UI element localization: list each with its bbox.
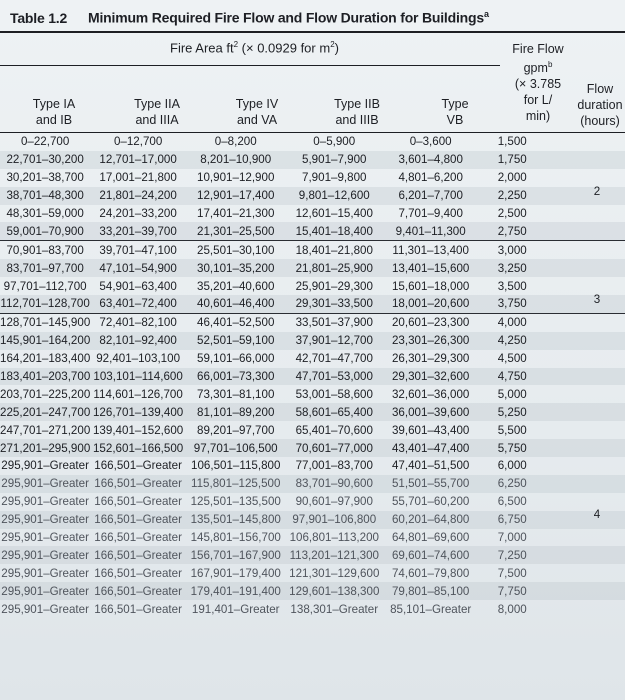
area-range-cell: 74,601–79,800 [391, 566, 470, 580]
area-range-cell: 37,901–12,700 [285, 332, 383, 350]
fire-flow-cell: 1,750 [478, 151, 546, 169]
col-header-type-iia: Type IIA and IIIA [134, 97, 180, 127]
duration-cell [546, 600, 625, 618]
duration-cell [546, 403, 625, 421]
table-row [0, 187, 625, 205]
area-range-cell: 13,401–15,600 [383, 259, 478, 277]
area-range-cell: 295,901–Greater [0, 511, 90, 529]
fire-flow-cell: 5,750 [478, 439, 546, 457]
fire-flow-cell: 4,000 [478, 313, 546, 331]
area-range-cell: 21,801–25,900 [285, 259, 383, 277]
area-range-cell: 90,601–97,900 [295, 495, 373, 509]
duration-cell [546, 582, 625, 600]
fire-flow-cell: 6,250 [478, 475, 546, 493]
fire-flow-cell: 2,500 [497, 207, 527, 220]
area-range-cell: 203,701–225,200 [0, 387, 91, 401]
area-range-cell: 156,701–167,900 [186, 546, 286, 564]
area-range-cell: 0–3,600 [409, 135, 452, 149]
area-range-cell: 97,901–106,800 [285, 511, 383, 529]
table-row [0, 241, 625, 259]
area-range-cell: 47,101–54,900 [90, 259, 186, 277]
table-row [0, 205, 625, 223]
duration-cell [546, 313, 625, 331]
table-row [0, 511, 625, 529]
table-row [0, 403, 625, 421]
area-range-cell: 225,201–247,700 [0, 403, 90, 421]
area-range-cell: 83,701–90,600 [285, 475, 383, 493]
area-range-cell: 15,401–18,400 [285, 222, 383, 240]
fire-flow-cell: 5,250 [478, 403, 546, 421]
area-range-cell: 12,601–15,400 [295, 207, 373, 220]
area-range-cell: 135,501–145,800 [186, 511, 286, 529]
area-range-cell: 48,301–59,000 [6, 207, 84, 220]
duration-cell [546, 564, 625, 582]
area-range-cell: 39,601–43,400 [391, 423, 470, 437]
area-range-cell: 115,801–125,500 [186, 475, 286, 493]
table-row [0, 350, 625, 368]
area-range-cell: 21,301–25,500 [186, 222, 286, 240]
table-row [0, 277, 625, 295]
area-range-cell: 25,501–30,100 [186, 241, 286, 259]
area-range-cell: 145,801–156,700 [190, 531, 281, 545]
area-range-cell: 129,601–138,300 [285, 582, 383, 600]
fire-flow-cell: 8,000 [497, 602, 527, 616]
area-range-cell: 33,201–39,700 [90, 222, 186, 240]
table-row [0, 368, 625, 386]
fire-flow-cell: 5,000 [497, 387, 527, 401]
duration-cell [546, 457, 625, 475]
area-range-cell: 295,901–Greater [1, 566, 89, 580]
area-range-cell: 166,501–Greater [90, 546, 186, 564]
area-range-cell: 191,401–Greater [191, 602, 280, 616]
fire-area-header [170, 40, 339, 55]
area-range-cell: 7,901–9,800 [302, 171, 367, 185]
area-range-cell: 167,901–179,400 [190, 566, 281, 580]
area-range-cell: 295,901–Greater [0, 475, 90, 493]
top-rule [0, 31, 625, 33]
area-range-cell: 166,501–Greater [94, 531, 182, 545]
duration-cell [546, 475, 625, 493]
area-range-cell: 145,901–164,200 [0, 332, 90, 350]
area-range-cell: 29,301–32,600 [383, 368, 478, 386]
fire-area-conv-sup: 2 [330, 40, 335, 49]
area-range-cell: 83,701–97,700 [0, 259, 90, 277]
area-range-cell: 113,201–121,300 [285, 546, 383, 564]
fire-flow-cell: 3,500 [497, 279, 527, 293]
fire-area-sup: 2 [233, 40, 239, 49]
duration-cell [546, 259, 625, 277]
area-range-cell: 295,901–Greater [1, 459, 89, 473]
area-range-cell: 64,801–69,600 [391, 531, 470, 545]
area-range-cell: 9,401–11,300 [383, 222, 478, 240]
duration-cell [546, 169, 625, 187]
fire-flow-cell: 4,250 [478, 332, 546, 350]
table-row [0, 600, 625, 618]
area-range-cell: 128,701–145,900 [0, 313, 90, 331]
area-range-cell: 9,801–12,600 [285, 187, 383, 205]
fire-flow-cell: 3,000 [478, 241, 546, 259]
area-range-cell: 295,901–Greater [1, 602, 89, 616]
col-header-fire-flow: Fire Flow gpm$^b$ (× 3.785 for L/ min) [512, 42, 564, 124]
area-range-cell: 5,901–7,900 [285, 151, 383, 169]
table-row [0, 529, 625, 547]
area-range-cell: 166,501–Greater [94, 495, 182, 509]
area-range-cell: 18,401–21,800 [285, 241, 383, 259]
table-row [0, 582, 625, 600]
fire-flow-cell: 6,000 [497, 459, 527, 473]
area-range-cell: 42,701–47,700 [295, 352, 373, 366]
area-range-cell: 35,201–40,600 [197, 279, 275, 293]
area-range-cell: 70,601–77,000 [285, 439, 383, 457]
area-range-cell: 295,901–Greater [1, 531, 89, 545]
area-range-cell: 139,401–152,600 [92, 423, 184, 437]
duration-cell [546, 205, 625, 223]
area-range-cell: 17,001–21,800 [99, 171, 177, 185]
area-range-cell: 183,401–203,700 [0, 368, 90, 386]
fire-flow-cell: 4,500 [497, 352, 527, 366]
area-range-cell: 30,201–38,700 [6, 171, 84, 185]
duration-2-hours: 2 [593, 185, 601, 198]
area-range-cell: 138,301–Greater [290, 602, 379, 616]
title-footnote-mark: a [483, 9, 489, 19]
area-range-cell: 152,601–166,500 [90, 439, 186, 457]
table-title-text: Minimum Required Fire Flow and Flow Duration for Buildings [88, 9, 484, 26]
area-range-cell: 47,401–51,500 [391, 459, 470, 473]
area-range-cell: 295,901–Greater [1, 495, 89, 509]
area-range-cell: 23,301–26,300 [383, 332, 478, 350]
area-range-cell: 29,301–33,500 [285, 295, 383, 313]
duration-cell [546, 421, 625, 439]
area-range-cell: 97,701–106,500 [186, 439, 286, 457]
area-range-cell: 58,601–65,400 [285, 403, 383, 421]
col-header-type-iv: Type IV and VA [235, 97, 279, 127]
area-range-cell: 81,101–89,200 [186, 403, 286, 421]
area-range-cell: 85,101–Greater [390, 602, 472, 616]
area-range-cell: 36,001–39,600 [383, 403, 478, 421]
area-range-cell: 70,901–83,700 [0, 241, 90, 259]
table-row [0, 385, 625, 403]
col-header-type-ia: Type IA and IB [32, 97, 76, 127]
area-range-cell: 30,101–35,200 [186, 259, 286, 277]
table-row [0, 457, 625, 475]
table-row [0, 439, 625, 457]
area-range-cell: 24,201–33,200 [99, 207, 177, 220]
duration-cell [546, 529, 625, 547]
area-range-cell: 82,101–92,400 [90, 332, 186, 350]
fire-area-conversion: (× 0.0929 for m [241, 40, 331, 56]
table-row [0, 151, 625, 169]
area-range-cell: 126,701–139,400 [90, 403, 186, 421]
fire-flow-cell: 2,750 [478, 222, 546, 240]
area-range-cell: 11,301–13,400 [383, 241, 478, 259]
area-range-cell: 20,601–23,300 [383, 313, 478, 331]
area-range-cell: 17,401–21,300 [197, 207, 275, 220]
area-range-cell: 0–8,200 [214, 135, 257, 149]
table-title [10, 9, 615, 31]
fire-flow-cell: 4,750 [478, 368, 546, 386]
area-range-cell: 46,401–52,500 [186, 313, 286, 331]
fire-flow-cell: 6,750 [478, 511, 546, 529]
area-range-cell: 12,701–17,000 [90, 151, 186, 169]
fire-area-close: ) [334, 40, 339, 56]
area-range-cell: 0–12,700 [113, 135, 163, 149]
area-range-cell: 15,601–18,000 [391, 279, 470, 293]
table-number: Table 1.2 [10, 9, 68, 26]
area-range-cell: 40,601–46,400 [186, 295, 286, 313]
duration-cell [546, 368, 625, 386]
area-range-cell: 103,101–114,600 [90, 368, 186, 386]
area-range-cell: 121,301–129,600 [289, 566, 380, 580]
fire-flow-table [0, 133, 625, 618]
fire-flow-cell: 3,250 [478, 259, 546, 277]
fire-area-rule [0, 65, 500, 66]
area-range-cell: 179,401–191,400 [186, 582, 286, 600]
area-range-cell: 53,001–58,600 [295, 387, 373, 401]
duration-cell [546, 385, 625, 403]
table-row [0, 169, 625, 187]
duration-cell [546, 133, 625, 151]
fire-flow-cell: 2,250 [478, 187, 546, 205]
fire-flow-cell: 3,750 [478, 295, 546, 313]
area-range-cell: 38,701–48,300 [0, 187, 90, 205]
table-body [0, 133, 625, 618]
table-row [0, 313, 625, 331]
area-range-cell: 112,701–128,700 [0, 295, 90, 313]
area-range-cell: 295,901–Greater [0, 582, 90, 600]
area-range-cell: 125,501–135,500 [190, 495, 281, 509]
area-range-cell: 166,501–Greater [90, 582, 186, 600]
fire-flow-cell: 1,500 [497, 135, 527, 149]
area-range-cell: 97,701–112,700 [3, 279, 87, 293]
table-row [0, 332, 625, 350]
area-range-cell: 271,201–295,900 [0, 439, 90, 457]
duration-3-hours: 3 [593, 293, 601, 306]
table-row [0, 493, 625, 511]
area-range-cell: 55,701–60,200 [391, 495, 470, 509]
area-range-cell: 114,601–126,700 [93, 387, 183, 401]
area-range-cell: 7,701–9,400 [398, 207, 463, 220]
table-row [0, 295, 625, 313]
area-range-cell: 22,701–30,200 [0, 151, 90, 169]
area-range-cell: 10,901–12,900 [197, 171, 275, 185]
area-range-cell: 43,401–47,400 [383, 439, 478, 457]
area-range-cell: 92,401–103,100 [96, 352, 181, 366]
area-range-cell: 166,501–Greater [90, 511, 186, 529]
area-range-cell: 52,501–59,100 [186, 332, 286, 350]
fire-flow-cell: 7,500 [497, 566, 527, 580]
area-range-cell: 25,901–29,300 [295, 279, 373, 293]
area-range-cell: 63,401–72,400 [90, 295, 186, 313]
duration-cell [546, 439, 625, 457]
area-range-cell: 26,301–29,300 [391, 352, 470, 366]
area-range-cell: 6,201–7,700 [383, 187, 478, 205]
table-row [0, 259, 625, 277]
col-header-type-vb: Type VB [441, 97, 469, 127]
duration-4-hours: 4 [593, 508, 601, 521]
fire-area-label: Fire Area ft [170, 40, 234, 56]
table-row [0, 546, 625, 564]
area-range-cell: 32,601–36,000 [391, 387, 470, 401]
duration-cell [546, 151, 625, 169]
fire-flow-cell: 2,000 [497, 171, 527, 185]
area-range-cell: 66,001–73,300 [186, 368, 286, 386]
area-range-cell: 3,601–4,800 [383, 151, 478, 169]
col-header-flow-duration: Flow duration (hours) [577, 82, 623, 128]
area-range-cell: 106,801–113,200 [289, 531, 379, 545]
area-range-cell: 166,501–Greater [94, 602, 182, 616]
area-range-cell: 12,901–17,400 [186, 187, 286, 205]
area-range-cell: 79,801–85,100 [383, 582, 478, 600]
area-range-cell: 60,201–64,800 [383, 511, 478, 529]
table-row [0, 133, 625, 151]
area-range-cell: 72,401–82,100 [90, 313, 186, 331]
duration-cell [546, 546, 625, 564]
area-range-cell: 33,501–37,900 [285, 313, 383, 331]
duration-cell [546, 350, 625, 368]
area-range-cell: 18,001–20,600 [383, 295, 478, 313]
area-range-cell: 166,501–Greater [94, 566, 182, 580]
area-range-cell: 166,501–Greater [94, 459, 182, 473]
duration-cell [546, 241, 625, 259]
table-row [0, 421, 625, 439]
table-row [0, 222, 625, 240]
fire-flow-cell: 7,750 [478, 582, 546, 600]
duration-cell [546, 222, 625, 240]
area-range-cell: 164,201–183,400 [0, 352, 91, 366]
area-range-cell: 166,501–Greater [90, 475, 186, 493]
area-range-cell: 247,701–271,200 [0, 423, 91, 437]
table-row [0, 475, 625, 493]
area-range-cell: 54,901–63,400 [99, 279, 177, 293]
fire-flow-cell: 7,000 [497, 531, 527, 545]
fire-flow-cell: 7,250 [478, 546, 546, 564]
area-range-cell: 73,301–81,100 [197, 387, 275, 401]
area-range-cell: 39,701–47,100 [90, 241, 186, 259]
col-header-type-iib: Type IIB and IIIB [334, 97, 380, 127]
area-range-cell: 295,901–Greater [0, 546, 90, 564]
area-range-cell: 59,001–70,900 [0, 222, 90, 240]
area-range-cell: 59,101–66,000 [197, 352, 275, 366]
area-range-cell: 77,001–83,700 [295, 459, 373, 473]
area-range-cell: 0–5,900 [313, 135, 356, 149]
area-range-cell: 8,201–10,900 [186, 151, 286, 169]
area-range-cell: 65,401–70,600 [295, 423, 373, 437]
area-range-cell: 4,801–6,200 [398, 171, 463, 185]
area-range-cell: 0–22,700 [20, 135, 70, 149]
area-range-cell: 21,801–24,200 [90, 187, 186, 205]
duration-cell [546, 332, 625, 350]
area-range-cell: 47,701–53,000 [285, 368, 383, 386]
fire-flow-cell: 5,500 [497, 423, 527, 437]
table-row [0, 564, 625, 582]
area-range-cell: 89,201–97,700 [197, 423, 275, 437]
fire-flow-cell: 6,500 [497, 495, 527, 509]
area-range-cell: 51,501–55,700 [383, 475, 478, 493]
area-range-cell: 106,501–115,800 [191, 459, 281, 473]
area-range-cell: 69,601–74,600 [383, 546, 478, 564]
